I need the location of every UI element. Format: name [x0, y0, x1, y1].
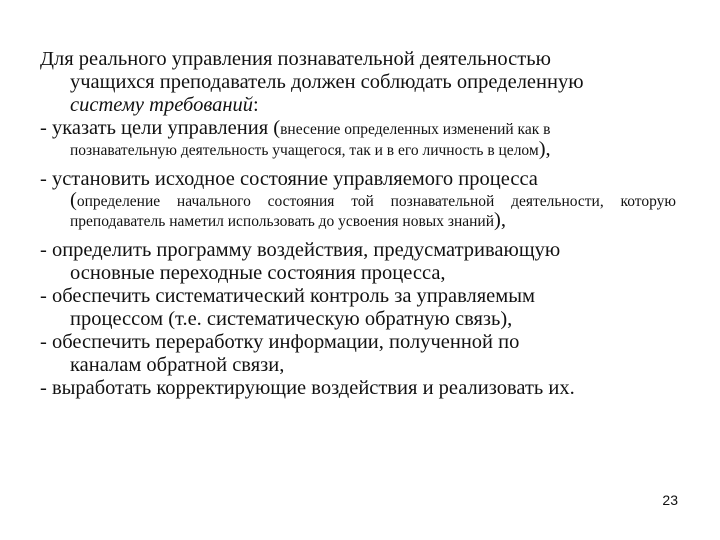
list-item-goals: - указать цели управления (внесение определенных изменений как в познавательную деятельность учащегося, так и в его личность в целом),	[40, 117, 676, 160]
list-item-initial-state: - установить исходное состояние управляемого процесса (определение начального состояния той познавательной деятельности, которую преподаватель наметил использовать до усвоения новых знаний),	[40, 168, 676, 231]
slide-content	[40, 48, 676, 400]
page-number: 23	[662, 492, 678, 508]
list-item-control: - обеспечить систематический контроль за управляемым процессом (т.е. систематическую обратную связь),	[40, 285, 536, 330]
goals-note-continuation: познавательную деятельность учащегося, так и в его личность в целом),	[70, 138, 551, 160]
list-item-processing: - обеспечить переработку информации, полученной по каналам обратной связи,	[40, 331, 520, 376]
list-item-program: - определить программу воздействия, предусматривающую основные переходные состояния процесса,	[40, 239, 561, 284]
goals-note: внесение определенных изменений как в	[280, 121, 551, 138]
list-item-corrective: - выработать корректирующие воздействия и реализовать их.	[40, 377, 575, 399]
intro-paragraph	[40, 48, 676, 117]
intro-line: Для реального управления познавательной деятельностью	[40, 48, 551, 70]
initial-state-note: (определение начального состояния той познавательной деятельности, которую преподаватель наметил использовать до усвоения новых знаний),	[70, 189, 676, 231]
requirements-system-emphasis: систему требований	[70, 94, 253, 116]
intro-continuation: учащихся преподаватель должен соблюдать определенную систему требований:	[70, 71, 584, 116]
